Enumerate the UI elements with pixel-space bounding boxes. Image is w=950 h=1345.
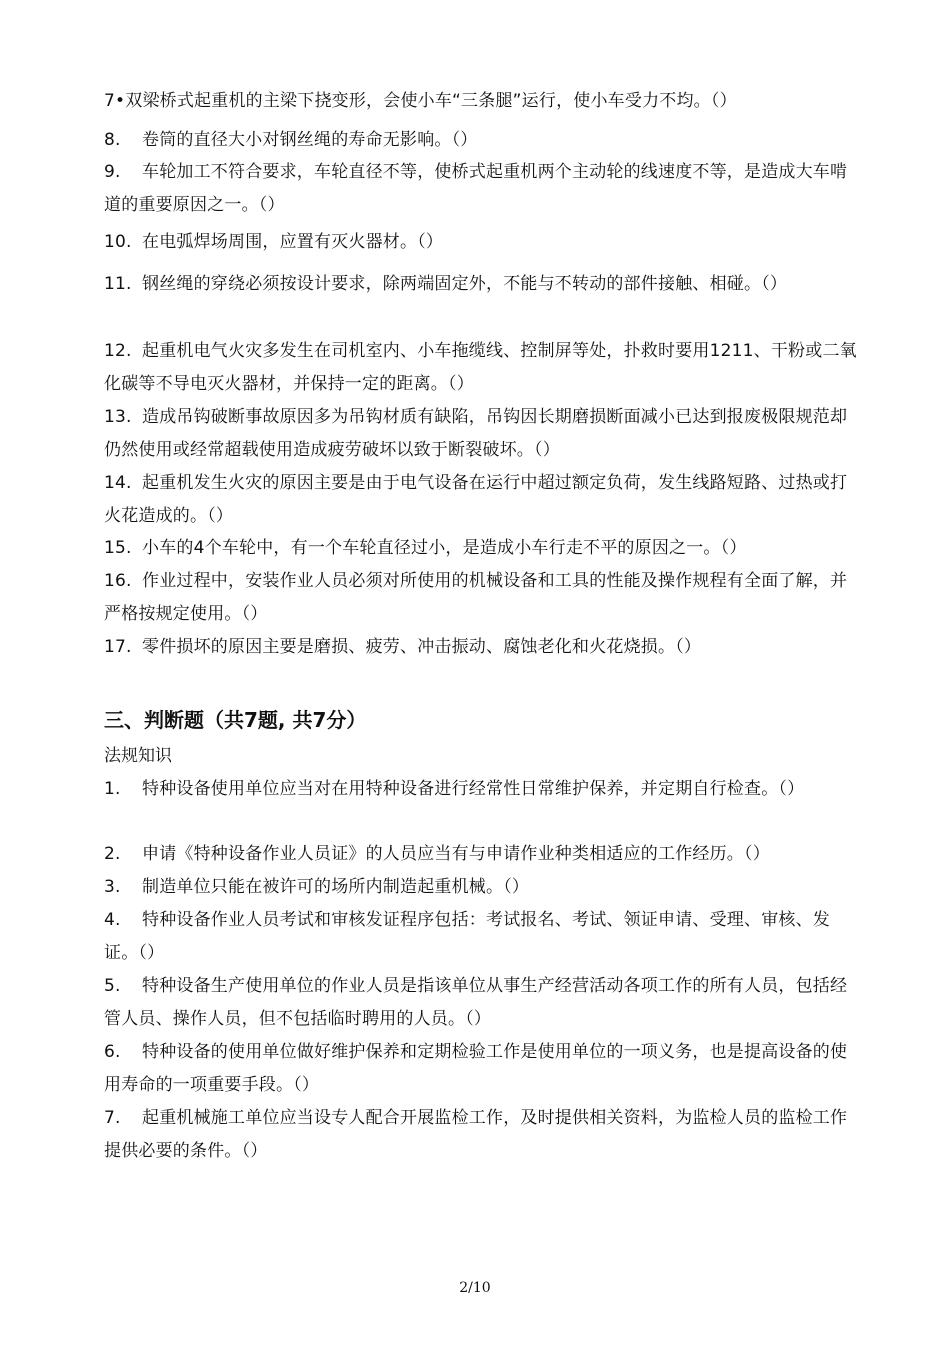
section-heading: 三、判断题（共7题, 共7分） bbox=[104, 708, 367, 732]
question-text: 制造单位只能在被许可的场所内制造起重机械。（） bbox=[142, 877, 530, 897]
question-8 bbox=[104, 124, 860, 157]
question-text: 特种设备生产使用单位的作业人员是指该单位从事生产经营活动各项工作的所有人员，包括经管人员、操作人员，但不包括临时聘用的人员。（） bbox=[104, 976, 848, 1029]
question-text: 申请《特种设备作业人员证》的人员应当有与申请作业种类相适应的工作经历。（） bbox=[142, 844, 770, 864]
page-number: 2/10 bbox=[459, 1280, 491, 1296]
question-text: 零件损坏的原因主要是磨损、疲劳、冲击振动、腐蚀老化和火花烧损。（） bbox=[142, 637, 702, 657]
question-number: 7. bbox=[104, 1108, 121, 1128]
question-text: 起重机械施工单位应当设专人配合开展监检工作，及时提供相关资料，为监检人员的监检工作提供必要的条件。（） bbox=[104, 1108, 848, 1161]
question-text: 小车的4个车轮中，有一个车轮直径过小，是造成小车行走不平的原因之一。（） bbox=[142, 538, 747, 558]
question-text: 起重机发生火灾的原因主要是由于电气设备在运行中超过额定负荷，发生线路短路、过热或打火花造成的。（） bbox=[104, 473, 848, 526]
question-text: 起重机电气火灾多发生在司机室内、小车拖缆线、控制屏等处，扑救时要用1211、干粉或二氧化碳等不导电灭火器材，并保持一定的距离。（） bbox=[104, 341, 857, 394]
question-16 bbox=[104, 565, 860, 631]
judgment-question-2 bbox=[104, 838, 860, 871]
question-13 bbox=[104, 401, 860, 467]
section-subheading: 法规知识 bbox=[104, 746, 172, 766]
question-number: 14. bbox=[104, 473, 132, 493]
question-number: 6. bbox=[104, 1042, 121, 1062]
question-text: 作业过程中，安装作业人员必须对所使用的机械设备和工具的性能及操作规程有全面了解，并严格按规定使用。（） bbox=[104, 571, 848, 624]
question-number: 13. bbox=[104, 407, 132, 427]
question-10 bbox=[104, 226, 860, 259]
question-17 bbox=[104, 631, 860, 664]
judgment-question-1 bbox=[104, 773, 860, 806]
question-text: 车轮加工不符合要求，车轮直径不等，使桥式起重机两个主动轮的线速度不等，是造成大车啃道的重要原因之一。（） bbox=[104, 162, 848, 215]
question-number: 5. bbox=[104, 976, 121, 996]
question-number: 16. bbox=[104, 571, 132, 591]
question-number: 9. bbox=[104, 162, 121, 182]
question-14 bbox=[104, 467, 860, 533]
judgment-question-5 bbox=[104, 970, 860, 1036]
question-12 bbox=[104, 335, 860, 401]
judgment-question-6 bbox=[104, 1036, 860, 1102]
question-text: 特种设备的使用单位做好维护保养和定期检验工作是使用单位的一项义务，也是提高设备的使用寿命的一项重要手段。（） bbox=[104, 1042, 848, 1095]
question-15 bbox=[104, 532, 860, 565]
question-number: 10. bbox=[104, 232, 132, 252]
question-number: 17. bbox=[104, 637, 132, 657]
question-number: 1. bbox=[104, 779, 121, 799]
question-text: 特种设备使用单位应当对在用特种设备进行经常性日常维护保养，并定期自行检查。（） bbox=[142, 779, 805, 799]
question-number: 4. bbox=[104, 910, 121, 930]
question-text: 特种设备作业人员考试和审核发证程序包括：考试报名、考试、领证申请、受理、审核、发证。（） bbox=[104, 910, 830, 963]
question-number: 8. bbox=[104, 130, 121, 150]
question-number: 15. bbox=[104, 538, 132, 558]
question-number: 3. bbox=[104, 877, 121, 897]
judgment-question-7 bbox=[104, 1102, 860, 1168]
question-text: 钢丝绳的穿绕必须按设计要求，除两端固定外，不能与不转动的部件接触、相碰。（） bbox=[142, 274, 788, 294]
question-number: 11. bbox=[104, 274, 132, 294]
question-9 bbox=[104, 156, 860, 222]
question-11 bbox=[104, 268, 860, 301]
judgment-question-3 bbox=[104, 871, 860, 904]
question-text: 双梁桥式起重机的主梁下挠变形，会使小车“三条腿”运行，使小车受力不均。（） bbox=[125, 91, 737, 111]
judgment-question-4 bbox=[104, 904, 860, 970]
question-text: 在电弧焊场周围，应置有灭火器材。（） bbox=[142, 232, 444, 252]
question-text: 造成吊钩破断事故原因多为吊钩材质有缺陷，吊钩因长期磨损断面减小已达到报废极限规范却仍然使用或经常超载使用造成疲劳破坏以致于断裂破坏。（） bbox=[104, 407, 848, 460]
question-number: 12. bbox=[104, 341, 132, 361]
question-number: 7• bbox=[104, 91, 126, 111]
question-number: 2. bbox=[104, 844, 121, 864]
question-text: 卷筒的直径大小对钢丝绳的寿命无影响。（） bbox=[142, 130, 478, 150]
question-7 bbox=[104, 85, 860, 118]
